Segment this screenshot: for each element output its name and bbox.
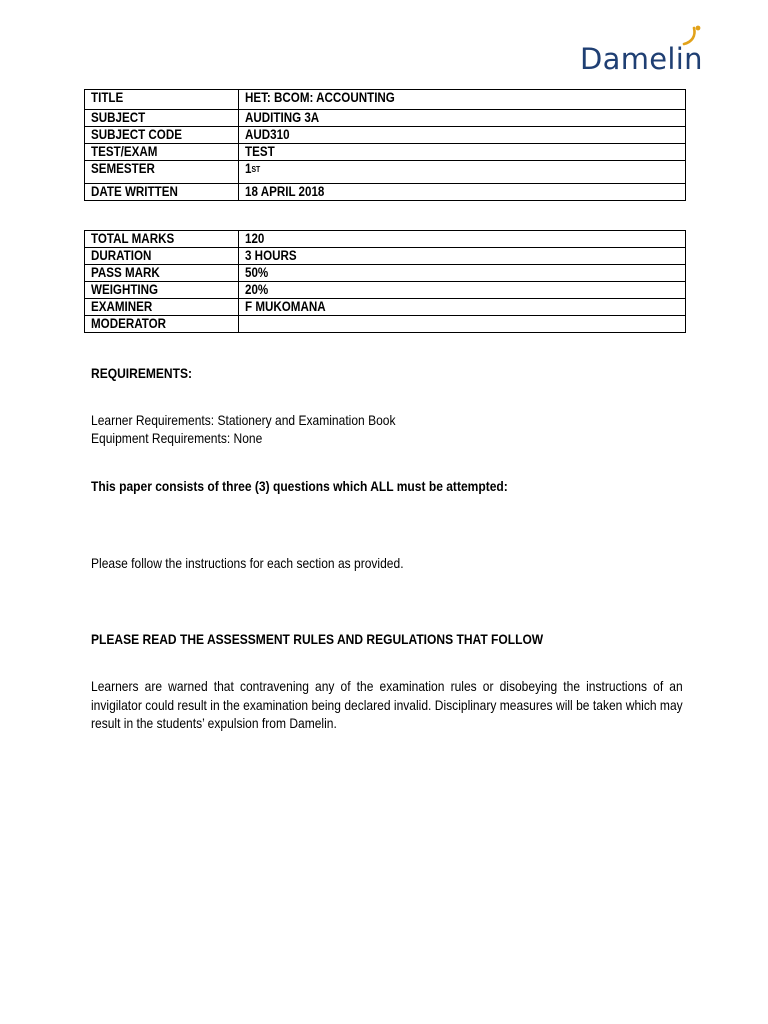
table-row <box>85 316 686 333</box>
row-label: PASS MARK <box>91 265 160 280</box>
paper-note: This paper consists of three (3) questions which ALL must be attempted: <box>91 478 508 494</box>
requirements-heading: REQUIREMENTS: <box>91 365 193 381</box>
warning-paragraph: Learners are warned that contravening any of the examination rules or disobeying the instructions of an invigilator could result in the examination being declared invalid. Disciplinary measures will be taken which may result in the students’ expulsion from Damelin. <box>91 678 683 731</box>
row-label: DURATION <box>91 248 152 263</box>
row-label: SUBJECT CODE <box>91 127 182 142</box>
row-value: AUDITING 3A <box>245 110 320 125</box>
table-row <box>85 161 686 184</box>
instructions-text: Please follow the instructions for each section as provided. <box>91 555 404 571</box>
damelin-logo <box>580 22 730 82</box>
row-label: TITLE <box>91 90 124 105</box>
row-value: F MUKOMANA <box>245 299 326 314</box>
table-row <box>85 282 686 299</box>
row-label: DATE WRITTEN <box>91 184 178 199</box>
row-value: HET: BCOM: ACCOUNTING <box>245 90 395 105</box>
course-info-table <box>84 89 686 201</box>
row-value: 20% <box>245 282 269 297</box>
table-row <box>85 184 686 201</box>
table-row <box>85 265 686 282</box>
row-value: 50% <box>245 265 269 280</box>
equipment-requirements: Equipment Requirements: None <box>91 430 263 446</box>
table-row <box>85 299 686 316</box>
table-row <box>85 90 686 110</box>
row-value: 3 HOURS <box>245 248 297 263</box>
row-value: 1ST <box>245 161 261 176</box>
row-label: TOTAL MARKS <box>91 231 175 246</box>
row-value: 18 APRIL 2018 <box>245 184 325 199</box>
rules-heading: PLEASE READ THE ASSESSMENT RULES AND REGULATIONS THAT FOLLOW <box>91 631 544 647</box>
row-label: MODERATOR <box>91 316 167 331</box>
row-value: TEST <box>245 144 275 159</box>
ordinal-suffix: ST <box>251 165 261 174</box>
table-row <box>85 127 686 144</box>
row-value: AUD310 <box>245 127 290 142</box>
row-value: 120 <box>245 231 265 246</box>
table-row <box>85 248 686 265</box>
row-label: SUBJECT <box>91 110 146 125</box>
logo-text: Damelin <box>580 42 703 76</box>
table-row <box>85 144 686 161</box>
row-label: WEIGHTING <box>91 282 159 297</box>
row-label: SEMESTER <box>91 161 155 176</box>
table-row <box>85 231 686 248</box>
assessment-info-table <box>84 230 686 333</box>
row-label: EXAMINER <box>91 299 153 314</box>
learner-requirements: Learner Requirements: Stationery and Examination Book <box>91 412 396 428</box>
table-row <box>85 110 686 127</box>
row-label: TEST/EXAM <box>91 144 158 159</box>
